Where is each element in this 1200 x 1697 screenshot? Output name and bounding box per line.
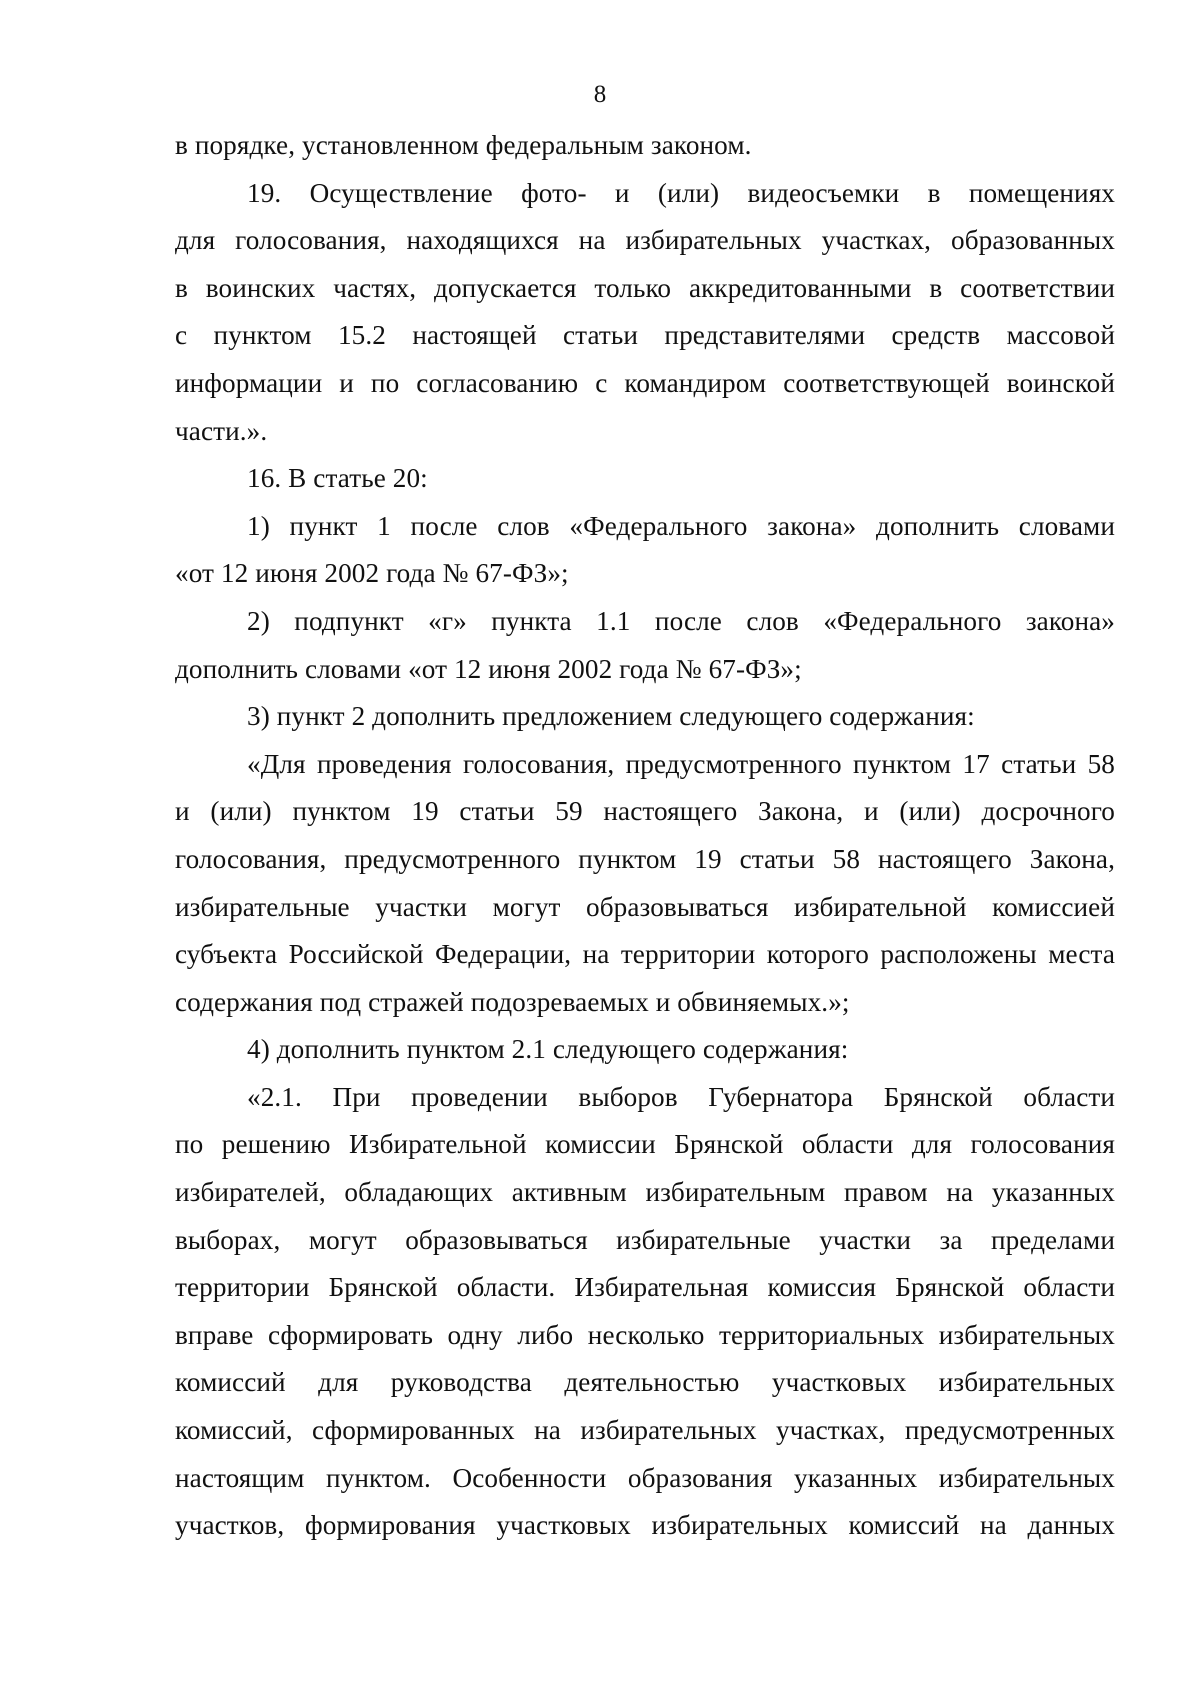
text-line: 16. В статье 20:	[247, 463, 428, 494]
text-line: избирательные участки могут образовываться избирательной комиссией	[175, 891, 1115, 922]
text-line: избирателей, обладающих активным избирательным правом на указанных	[175, 1177, 1115, 1208]
text-line: содержания под стражей подозреваемых и обвиняемых.»;	[175, 986, 850, 1017]
text-line: в порядке, установленном федеральным законом.	[175, 130, 752, 160]
text-line: комиссий для руководства деятельностью участковых избирательных	[175, 1367, 1115, 1398]
text-line: комиссий, сформированных на избирательных участках, предусмотренных	[175, 1415, 1115, 1446]
text-line: «2.1. При проведении выборов Губернатора Брянской области	[247, 1081, 1115, 1112]
text-line: голосования, предусмотренного пунктом 19 статьи 58 настоящего Закона,	[175, 843, 1115, 874]
text-line: вправе сформировать одну либо несколько территориальных избирательных	[175, 1319, 1115, 1350]
text-line: 3) пункт 2 дополнить предложением следующего содержания:	[247, 701, 975, 732]
text-line: 2) подпункт «г» пункта 1.1 после слов «Федерального закона»	[247, 605, 1115, 636]
text-line: 19. Осуществление фото- и (или) видеосъемки в помещениях	[247, 177, 1115, 208]
text-line: «от 12 июня 2002 года № 67-ФЗ»;	[175, 558, 569, 589]
text-line: по решению Избирательной комиссии Брянской области для голосования	[175, 1129, 1115, 1160]
text-line: с пунктом 15.2 настоящей статьи представителями средств массовой	[175, 320, 1115, 351]
page-number: 8	[593, 81, 607, 108]
text-line: субъекта Российской Федерации, на территории которого расположены места	[175, 939, 1115, 970]
text-line: 4) дополнить пунктом 2.1 следующего содержания:	[247, 1034, 849, 1065]
text-line: «Для проведения голосования, предусмотренного пунктом 17 статьи 58	[247, 748, 1115, 779]
text-line: и (или) пунктом 19 статьи 59 настоящего Закона, и (или) досрочного	[175, 796, 1115, 827]
text-line: выборах, могут образовываться избирательные участки за пределами	[175, 1224, 1115, 1255]
document-body	[175, 122, 1115, 1550]
text-line: настоящим пунктом. Особенности образования указанных избирательных	[175, 1462, 1115, 1493]
text-line: в воинских частях, допускается только аккредитованными в соответствии	[175, 272, 1115, 303]
text-line: информации и по согласованию с командиром соответствующей воинской	[175, 367, 1115, 398]
text-line: дополнить словами «от 12 июня 2002 года № 67-ФЗ»;	[175, 653, 802, 684]
text-line: для голосования, находящихся на избирательных участках, образованных	[175, 225, 1115, 256]
text-line: части.».	[175, 415, 268, 446]
text-line: территории Брянской области. Избирательная комиссия Брянской области	[175, 1272, 1115, 1303]
text-line: участков, формирования участковых избирательных комиссий на данных	[175, 1510, 1115, 1541]
text-line: 1) пункт 1 после слов «Федерального закона» дополнить словами	[247, 510, 1115, 541]
